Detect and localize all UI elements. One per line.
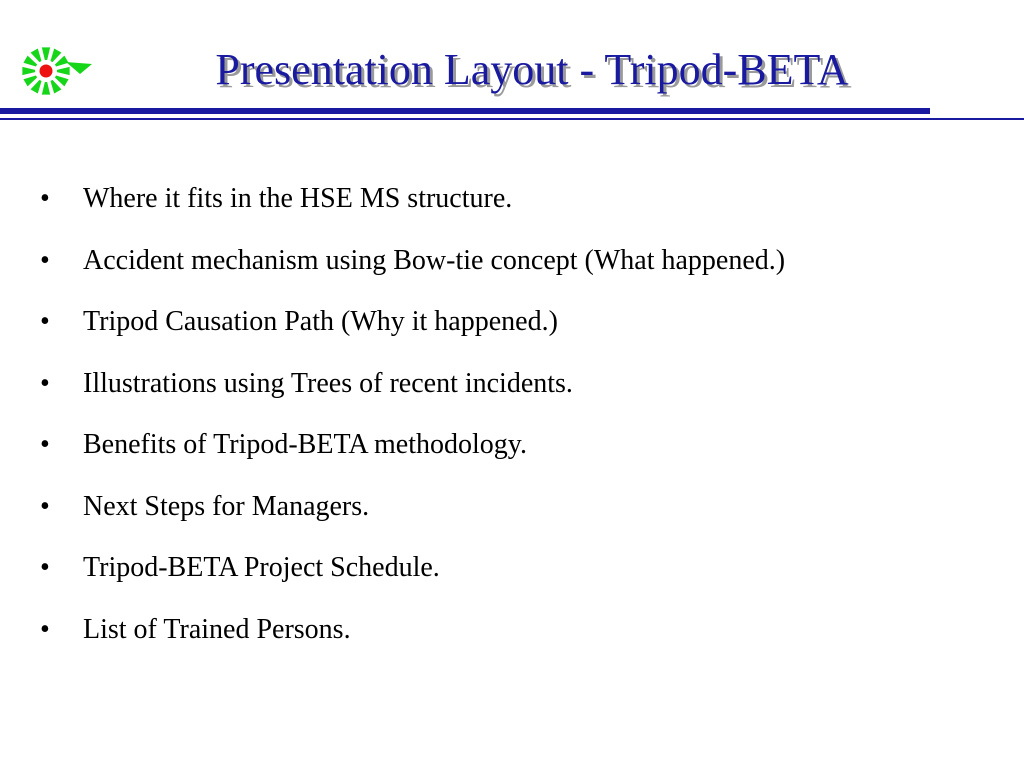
bullet-dot: • [40, 306, 50, 337]
bullet-text: Accident mechanism using Bow-tie concept (What happened.) [83, 244, 786, 276]
bullet-text: Benefits of Tripod-BETA methodology. [83, 429, 527, 460]
bullet-dot: • [40, 552, 50, 583]
title-underline-thick [0, 108, 930, 114]
slide-title: Presentation Layout - Tripod-BETA [215, 45, 849, 94]
bullet-text: Next Steps for Managers. [83, 490, 370, 522]
bullet-text: List of Trained Persons. [83, 613, 351, 645]
title-underline-thin [0, 118, 1024, 120]
bullet-dot: • [40, 244, 50, 276]
bullet-dot: • [40, 429, 50, 460]
bullet-dot: • [40, 183, 50, 214]
bullet-text: Tripod-BETA Project Schedule. [83, 552, 440, 583]
bullet-dot: • [40, 490, 50, 522]
bullet-dot: • [40, 367, 50, 399]
bullet-text: Tripod Causation Path (Why it happened.) [83, 306, 558, 337]
bullet-text: Illustrations using Trees of recent incidents. [83, 367, 573, 399]
bullet-dot: • [40, 613, 50, 645]
bullet-text: Where it fits in the HSE MS structure. [83, 183, 513, 214]
